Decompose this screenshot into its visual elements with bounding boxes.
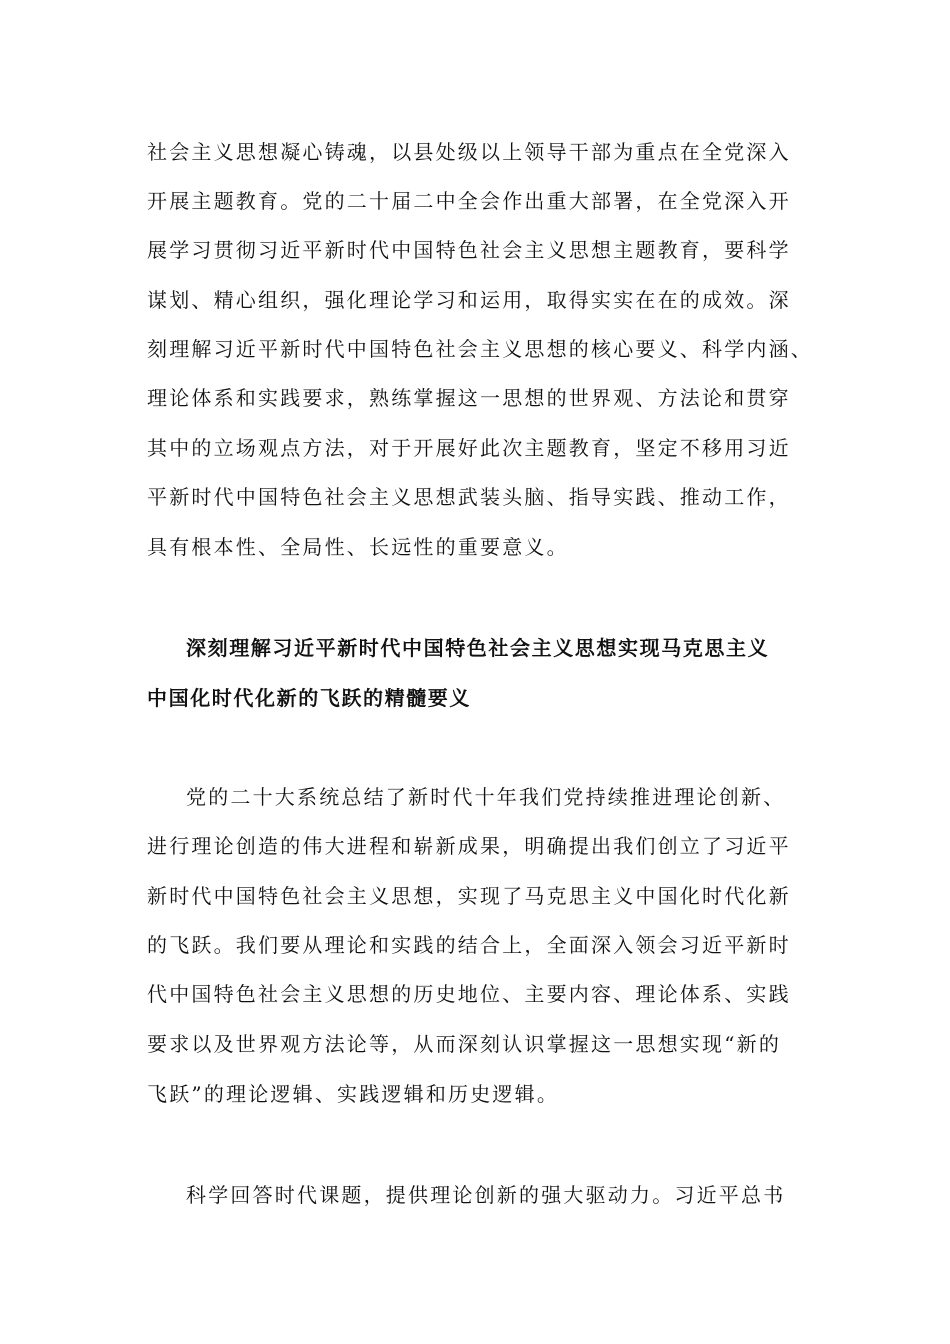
paragraph-1-line-1: 社会主义思想凝心铸魂，以县处级以上领导干部为重点在全党深入: [147, 140, 791, 164]
paragraph-1-line-2: 开展主题教育。党的二十届二中全会作出重大部署，在全党深入开: [147, 189, 791, 213]
paragraph-1-line-7: 其中的立场观点方法，对于开展好此次主题教育，坚定不移用习近: [147, 436, 791, 460]
section-heading-line-1: 深刻理解习近平新时代中国特色社会主义思想实现马克思主义: [186, 636, 770, 660]
paragraph-1-line-8: 平新时代中国特色社会主义思想武装头脑、指导实践、推动工作，: [147, 485, 791, 509]
section-heading-line-2: 中国化时代化新的飞跃的精髓要义: [147, 686, 471, 710]
paragraph-1-line-9: 具有根本性、全局性、长远性的重要意义。: [147, 535, 569, 559]
paragraph-2-line-3: 新时代中国特色社会主义思想，实现了马克思主义中国化时代化新: [147, 884, 791, 908]
paragraph-2-line-2: 进行理论创造的伟大进程和崭新成果，明确提出我们创立了习近平: [147, 834, 791, 858]
paragraph-1-line-3: 展学习贯彻习近平新时代中国特色社会主义思想主题教育，要科学: [147, 238, 791, 262]
paragraph-2-line-6: 要求以及世界观方法论等，从而深刻认识掌握这一思想实现“新的: [147, 1032, 782, 1056]
paragraph-1-line-5: 刻理解习近平新时代中国特色社会主义思想的核心要义、科学内涵、: [147, 337, 813, 361]
paragraph-1-line-4: 谋划、精心组织，强化理论学习和运用，取得实实在在的成效。深: [147, 288, 791, 312]
paragraph-2-line-1: 党的二十大系统总结了新时代十年我们党持续推进理论创新、: [186, 785, 786, 809]
paragraph-2-line-4: 的飞跃。我们要从理论和实践的结合上，全面深入领会习近平新时: [147, 933, 791, 957]
paragraph-2-line-5: 代中国特色社会主义思想的历史地位、主要内容、理论体系、实践: [147, 982, 791, 1006]
paragraph-1-line-6: 理论体系和实践要求，熟练掌握这一思想的世界观、方法论和贯穿: [147, 386, 791, 410]
paragraph-3-line-1: 科学回答时代课题，提供理论创新的强大驱动力。习近平总书: [186, 1183, 786, 1207]
paragraph-2-line-7: 飞跃”的理论逻辑、实践逻辑和历史逻辑。: [147, 1082, 560, 1106]
